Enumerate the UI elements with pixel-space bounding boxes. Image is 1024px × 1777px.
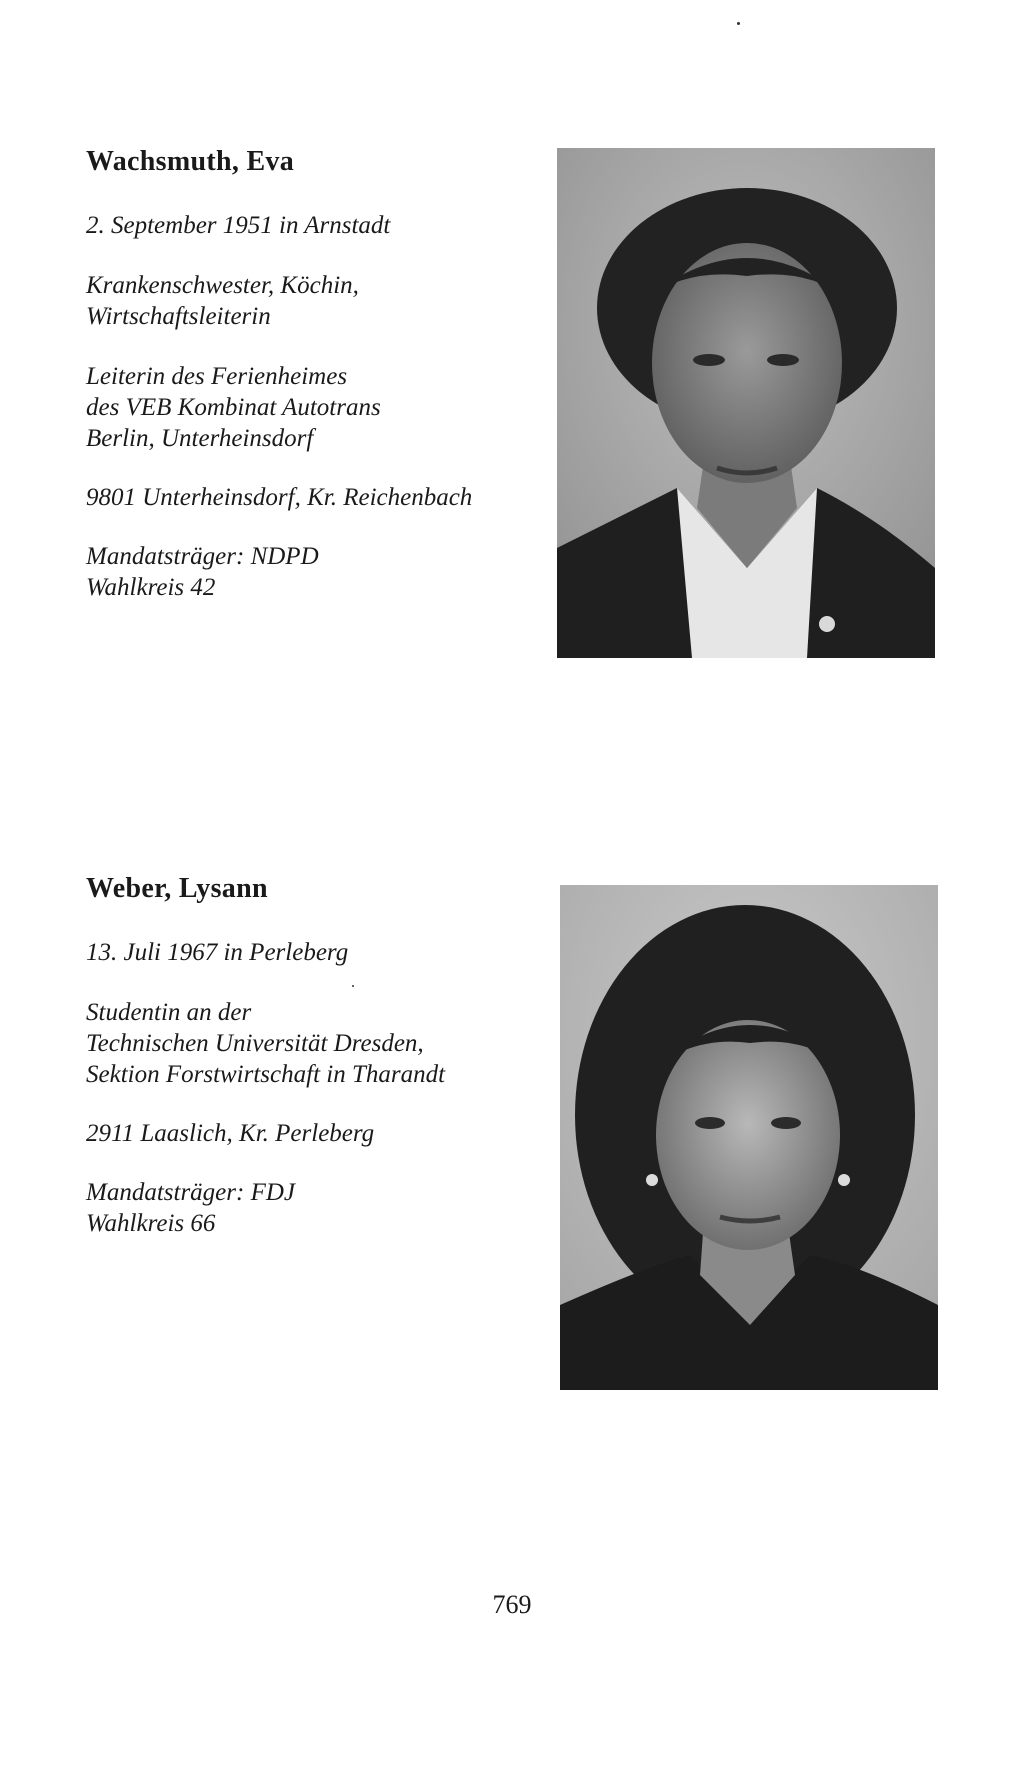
birth-info: 13. Juli 1967 in Perleberg — [86, 939, 349, 966]
portrait-image — [560, 885, 938, 1390]
entry-text — [86, 875, 546, 1239]
mandate-line: Mandatsträger: NDPD — [86, 543, 319, 570]
birth-info: 2. September 1951 in Arnstadt — [86, 212, 391, 239]
profession — [86, 270, 546, 332]
position-line: Leiterin des Ferienheimes — [86, 363, 348, 390]
profession-line: Wirtschaftsleiterin — [86, 303, 271, 330]
profession — [86, 997, 546, 1090]
mandate-line: Wahlkreis 66 — [86, 1210, 216, 1237]
portrait-image — [557, 148, 935, 658]
position-line: Berlin, Unterheinsdorf — [86, 425, 314, 452]
profession-line: Studentin an der — [86, 999, 252, 1026]
position-line: des VEB Kombinat Autotrans — [86, 394, 381, 421]
mandate — [86, 1177, 546, 1239]
profession-line: Krankenschwester, Köchin, — [86, 272, 359, 299]
portrait-photo — [557, 148, 935, 658]
entry-weber — [0, 740, 1024, 1420]
position — [86, 361, 546, 454]
portrait-photo — [560, 885, 938, 1390]
scan-speck — [352, 985, 354, 987]
person-name: Weber, Lysann — [86, 873, 268, 904]
person-name: Wachsmuth, Eva — [86, 146, 295, 177]
scan-speck — [737, 22, 740, 25]
mandate — [86, 541, 546, 603]
mandate-line: Wahlkreis 42 — [86, 574, 216, 601]
page-number: 769 — [492, 1590, 532, 1619]
address: 2911 Laaslich, Kr. Perleberg — [86, 1120, 375, 1147]
entry-wachsmuth — [0, 0, 1024, 700]
entry-text — [86, 148, 546, 603]
mandate-line: Mandatsträger: FDJ — [86, 1179, 295, 1206]
address: 9801 Unterheinsdorf, Kr. Reichenbach — [86, 484, 473, 511]
profession-line: Technischen Universität Dresden, — [86, 1030, 424, 1057]
profession-line: Sektion Forstwirtschaft in Tharandt — [86, 1061, 446, 1088]
